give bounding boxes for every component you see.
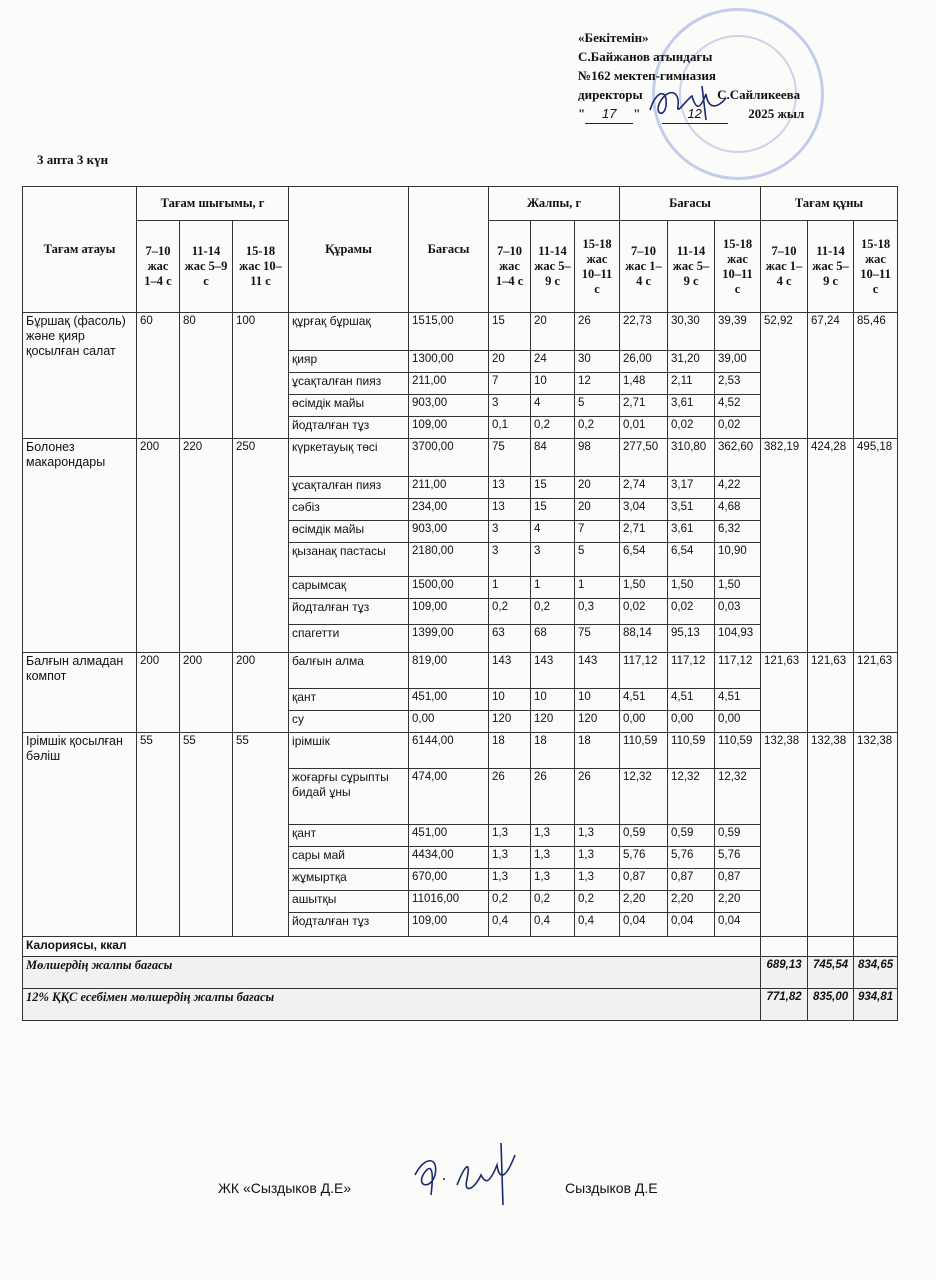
ingredient-grams: 143 [531,653,575,689]
director-name: С.Сайликеева [717,87,801,102]
ingredient-name: сарымсақ [289,577,409,599]
ingredient-grams: 4 [531,395,575,417]
ingredient-cost: 0,01 [620,417,668,439]
ingredient-cost: 0,04 [620,913,668,937]
ingredient-price: 1399,00 [409,625,489,653]
ingredient-cost: 3,17 [668,477,715,499]
ingredient-cost: 0,00 [715,711,761,733]
ingredient-cost: 1,50 [715,577,761,599]
ingredient-cost: 2,20 [715,891,761,913]
ingredient-name: ұсақталған пияз [289,477,409,499]
ingredient-price: 1300,00 [409,351,489,373]
ingredient-grams: 15 [531,499,575,521]
ingredient-cost: 110,59 [668,733,715,769]
ingredient-grams: 120 [489,711,531,733]
ingredient-grams: 7 [575,521,620,543]
total-value: 834,65 [854,957,898,989]
ingredient-row [23,313,898,351]
header-yield-age1: 7–10 жас 1–4 с [137,221,180,313]
dish-yield: 100 [233,313,289,439]
ingredient-price: 4434,00 [409,847,489,869]
ingredient-grams: 26 [489,769,531,825]
calories-cell [854,937,898,957]
ingredient-name: балғын алма [289,653,409,689]
ingredient-price: 2180,00 [409,543,489,577]
ingredient-grams: 1,3 [531,847,575,869]
approval-day: 17 [585,104,633,124]
ingredient-grams: 10 [575,689,620,711]
dish-price-total: 132,38 [854,733,898,937]
ingredient-price: 903,00 [409,395,489,417]
ingredient-price: 211,00 [409,477,489,499]
ingredient-cost: 1,48 [620,373,668,395]
ingredient-name: сәбіз [289,499,409,521]
ingredient-name: су [289,711,409,733]
dish-price-total: 495,18 [854,439,898,653]
ingredient-cost: 117,12 [620,653,668,689]
ingredient-grams: 75 [489,439,531,477]
ingredient-name: ұсақталған пияз [289,373,409,395]
dish-yield: 55 [137,733,180,937]
header-yield-age2: 11-14 жас 5–9 с [180,221,233,313]
ingredient-cost: 0,87 [715,869,761,891]
ingredient-cost: 4,52 [715,395,761,417]
ingredient-cost: 362,60 [715,439,761,477]
ingredient-name: өсімдік майы [289,395,409,417]
ingredient-price: 109,00 [409,417,489,439]
ingredient-cost: 117,12 [715,653,761,689]
ingredient-cost: 6,54 [668,543,715,577]
ingredient-grams: 0,2 [531,417,575,439]
dish-yield: 200 [233,653,289,733]
ingredient-grams: 20 [575,477,620,499]
ingredient-grams: 63 [489,625,531,653]
total-value: 689,13 [761,957,808,989]
header-dish-price-age3: 15-18 жас 10–11 с [854,221,898,313]
ingredient-name: йодталған тұз [289,599,409,625]
header-total-g-age3: 15-18 жас 10–11 с [575,221,620,313]
header-dish-price-age1: 7–10 жас 1–4 с [761,221,808,313]
header-total-g-age2: 11-14 жас 5–9 с [531,221,575,313]
ingredient-price: 3700,00 [409,439,489,477]
ingredient-cost: 2,74 [620,477,668,499]
dish-yield: 200 [137,439,180,653]
ingredient-name: жұмыртқа [289,869,409,891]
ingredient-grams: 20 [489,351,531,373]
ingredient-grams: 30 [575,351,620,373]
approval-line-2: С.Байжанов атындағы [578,49,713,64]
header-total-g: Жалпы, г [489,187,620,221]
ingredient-cost: 95,13 [668,625,715,653]
ingredient-cost: 310,80 [668,439,715,477]
ingredient-cost: 5,76 [668,847,715,869]
director-label: директоры [578,87,643,102]
ingredient-grams: 24 [531,351,575,373]
header-cost: Бағасы [620,187,761,221]
ingredient-grams: 0,4 [531,913,575,937]
ingredient-name: қияр [289,351,409,373]
calories-cell [808,937,854,957]
ingredient-grams: 15 [531,477,575,499]
header-dish-price-age2: 11-14 жас 5–9 с [808,221,854,313]
ingredient-cost: 26,00 [620,351,668,373]
ingredient-cost: 0,03 [715,599,761,625]
ingredient-name: қант [289,825,409,847]
ingredient-grams: 1,3 [531,825,575,847]
ingredient-grams: 3 [531,543,575,577]
ingredient-cost: 277,50 [620,439,668,477]
ingredient-cost: 5,76 [620,847,668,869]
ingredient-grams: 1,3 [575,825,620,847]
ingredient-cost: 88,14 [620,625,668,653]
dish-yield: 55 [233,733,289,937]
ingredient-price: 6144,00 [409,733,489,769]
ingredient-cost: 0,59 [668,825,715,847]
ingredient-grams: 26 [575,769,620,825]
header-cost-age3: 15-18 жас 10–11 с [715,221,761,313]
ingredient-grams: 18 [575,733,620,769]
ingredient-name: ірімшік [289,733,409,769]
ingredient-grams: 26 [531,769,575,825]
ingredient-grams: 68 [531,625,575,653]
ingredient-cost: 0,00 [668,711,715,733]
supplier-signature [405,1135,525,1215]
calories-label: Калориясы, ккал [23,937,761,957]
director-signature [646,80,736,124]
ingredient-grams: 3 [489,543,531,577]
ingredient-cost: 31,20 [668,351,715,373]
dish-name: Бұршақ (фасоль) және қияр қосылған салат [23,313,137,439]
ingredient-grams: 0,2 [489,599,531,625]
ingredient-price: 0,00 [409,711,489,733]
ingredient-grams: 1,3 [489,825,531,847]
dish-yield: 200 [137,653,180,733]
footer-supplier: ЖК «Сыздыков Д.Е» [218,1180,352,1196]
ingredient-cost: 4,51 [620,689,668,711]
ingredient-price: 211,00 [409,373,489,395]
vat-value: 771,82 [761,989,808,1021]
header-total-g-age1: 7–10 жас 1–4 с [489,221,531,313]
ingredient-cost: 110,59 [715,733,761,769]
ingredient-grams: 20 [575,499,620,521]
dish-price-total: 132,38 [808,733,854,937]
ingredient-price: 474,00 [409,769,489,825]
ingredient-grams: 5 [575,395,620,417]
dish-price-total: 52,92 [761,313,808,439]
ingredient-cost: 104,93 [715,625,761,653]
quote-close: " [633,106,641,121]
ingredient-name: сары май [289,847,409,869]
ingredient-grams: 75 [575,625,620,653]
ingredient-cost: 39,39 [715,313,761,351]
dish-yield: 250 [233,439,289,653]
dish-yield: 200 [180,653,233,733]
ingredient-name: өсімдік майы [289,521,409,543]
ingredient-price: 109,00 [409,913,489,937]
ingredient-cost: 2,71 [620,521,668,543]
ingredient-price: 451,00 [409,825,489,847]
ingredient-cost: 2,20 [668,891,715,913]
approval-line-1: «Бекітемін» [578,30,649,45]
dish-yield: 55 [180,733,233,937]
ingredient-cost: 12,32 [715,769,761,825]
ingredient-cost: 22,73 [620,313,668,351]
ingredient-name: йодталған тұз [289,913,409,937]
ingredient-row [23,439,898,477]
ingredient-cost: 117,12 [668,653,715,689]
ingredient-cost: 4,22 [715,477,761,499]
ingredient-cost: 6,32 [715,521,761,543]
ingredient-name: йодталған тұз [289,417,409,439]
ingredient-grams: 1 [489,577,531,599]
ingredient-grams: 7 [489,373,531,395]
day-title: 3 апта 3 күн [37,152,109,167]
ingredient-name: құрғақ бұршақ [289,313,409,351]
ingredient-price: 670,00 [409,869,489,891]
approval-line-3: №162 мектеп-гимназия [578,68,716,83]
ingredient-grams: 1,3 [531,869,575,891]
dish-price-total: 132,38 [761,733,808,937]
ingredient-cost: 4,51 [715,689,761,711]
ingredient-grams: 1 [575,577,620,599]
ingredient-grams: 3 [489,521,531,543]
ingredient-price: 11016,00 [409,891,489,913]
ingredient-cost: 2,11 [668,373,715,395]
ingredient-grams: 20 [531,313,575,351]
vat-label: 12% ҚҚС есебімен мөлшердің жалпы бағасы [23,989,761,1021]
header-yield: Тағам шығымы, г [137,187,289,221]
ingredient-cost: 3,51 [668,499,715,521]
total-label: Мөлшердің жалпы бағасы [23,957,761,989]
ingredient-price: 819,00 [409,653,489,689]
calories-row [23,937,898,957]
ingredient-cost: 2,71 [620,395,668,417]
ingredient-cost: 2,53 [715,373,761,395]
ingredient-grams: 0,2 [489,891,531,913]
header-dish-price: Тағам құны [761,187,898,221]
dish-price-total: 121,63 [761,653,808,733]
vat-value: 934,81 [854,989,898,1021]
ingredient-grams: 1 [531,577,575,599]
ingredient-row [23,653,898,689]
ingredient-cost: 0,02 [668,417,715,439]
ingredient-cost: 5,76 [715,847,761,869]
ingredient-grams: 26 [575,313,620,351]
ingredient-price: 234,00 [409,499,489,521]
ingredient-cost: 0,02 [620,599,668,625]
ingredient-row [23,733,898,769]
ingredient-cost: 39,00 [715,351,761,373]
ingredient-grams: 84 [531,439,575,477]
total-row [23,957,898,989]
ingredient-cost: 0,87 [620,869,668,891]
ingredient-name: жоғарғы сұрыпты бидай ұны [289,769,409,825]
ingredient-price: 109,00 [409,599,489,625]
header-cost-age1: 7–10 жас 1–4 с [620,221,668,313]
ingredient-price: 1515,00 [409,313,489,351]
ingredient-grams: 120 [531,711,575,733]
ingredient-cost: 6,54 [620,543,668,577]
ingredient-grams: 13 [489,499,531,521]
ingredient-cost: 1,50 [668,577,715,599]
ingredient-name: күркетауық төсі [289,439,409,477]
ingredient-cost: 0,02 [668,599,715,625]
dish-price-total: 382,19 [761,439,808,653]
dish-name: Ірімшік қосылған бәліш [23,733,137,937]
header-yield-age3: 15-18 жас 10–11 с [233,221,289,313]
ingredient-grams: 13 [489,477,531,499]
ingredient-cost: 0,00 [620,711,668,733]
ingredient-grams: 0,2 [575,417,620,439]
header-cost-age2: 11-14 жас 5–9 с [668,221,715,313]
ingredient-grams: 0,2 [575,891,620,913]
ingredient-cost: 12,32 [620,769,668,825]
ingredient-name: ашытқы [289,891,409,913]
ingredient-name: қызанақ пастасы [289,543,409,577]
ingredient-grams: 0,3 [575,599,620,625]
ingredient-cost: 30,30 [668,313,715,351]
ingredient-price: 451,00 [409,689,489,711]
ingredient-grams: 3 [489,395,531,417]
ingredient-grams: 0,2 [531,599,575,625]
ingredient-grams: 0,4 [575,913,620,937]
ingredient-grams: 12 [575,373,620,395]
ingredient-name: спагетти [289,625,409,653]
header-dish-name: Тағам атауы [23,187,137,313]
ingredient-grams: 98 [575,439,620,477]
ingredient-grams: 18 [489,733,531,769]
quote-open: " [578,106,586,121]
ingredient-grams: 120 [575,711,620,733]
header-composition: Құрамы [289,187,409,313]
dish-name: Балғын алмадан компот [23,653,137,733]
ingredient-cost: 0,59 [620,825,668,847]
vat-value: 835,00 [808,989,854,1021]
dish-price-total: 67,24 [808,313,854,439]
ingredient-grams: 5 [575,543,620,577]
dish-yield: 60 [137,313,180,439]
header-price: Бағасы [409,187,489,313]
ingredient-grams: 143 [489,653,531,689]
ingredient-grams: 1,3 [575,847,620,869]
footer-name: Сыздыков Д.Е [565,1180,658,1196]
dish-price-total: 85,46 [854,313,898,439]
approval-month: 12 [662,104,728,124]
ingredient-cost: 2,20 [620,891,668,913]
ingredient-cost: 0,87 [668,869,715,891]
ingredient-grams: 0,4 [489,913,531,937]
ingredient-grams: 10 [489,689,531,711]
total-value: 745,54 [808,957,854,989]
ingredient-cost: 3,61 [668,395,715,417]
dish-price-total: 424,28 [808,439,854,653]
ingredient-cost: 1,50 [620,577,668,599]
vat-total-row [23,989,898,1021]
calories-cell [761,937,808,957]
dish-yield: 220 [180,439,233,653]
approval-year: 2025 жыл [748,106,805,121]
ingredient-name: қант [289,689,409,711]
ingredient-cost: 0,59 [715,825,761,847]
ingredient-cost: 110,59 [620,733,668,769]
ingredient-grams: 0,1 [489,417,531,439]
dish-price-total: 121,63 [854,653,898,733]
ingredient-cost: 12,32 [668,769,715,825]
ingredient-cost: 4,51 [668,689,715,711]
ingredient-price: 1500,00 [409,577,489,599]
ingredient-grams: 15 [489,313,531,351]
ingredient-grams: 1,3 [575,869,620,891]
ingredient-grams: 10 [531,373,575,395]
ingredient-cost: 0,02 [715,417,761,439]
ingredient-grams: 10 [531,689,575,711]
dish-yield: 80 [180,313,233,439]
ingredient-grams: 4 [531,521,575,543]
ingredient-cost: 3,61 [668,521,715,543]
menu-table [22,186,898,1021]
ingredient-cost: 3,04 [620,499,668,521]
ingredient-grams: 1,3 [489,847,531,869]
ingredient-grams: 0,2 [531,891,575,913]
dish-name: Болонез макарондары [23,439,137,653]
ingredient-cost: 10,90 [715,543,761,577]
ingredient-grams: 143 [575,653,620,689]
ingredient-cost: 0,04 [668,913,715,937]
ingredient-grams: 1,3 [489,869,531,891]
dish-price-total: 121,63 [808,653,854,733]
ingredient-cost: 4,68 [715,499,761,521]
ingredient-grams: 18 [531,733,575,769]
ingredient-price: 903,00 [409,521,489,543]
ingredient-cost: 0,04 [715,913,761,937]
